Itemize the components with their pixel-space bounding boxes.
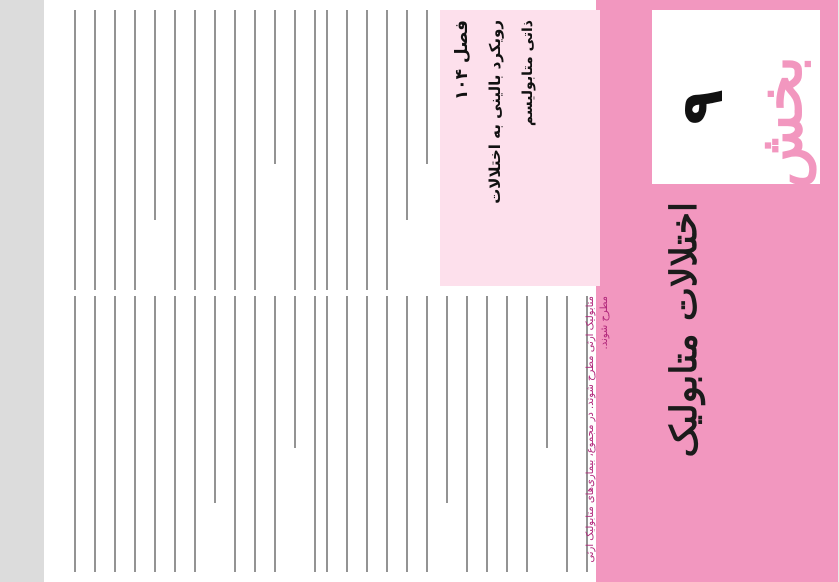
text-line <box>284 296 296 448</box>
text-line <box>144 296 156 572</box>
text-line <box>316 10 328 290</box>
paragraph-lines <box>316 10 428 290</box>
paragraph-lines <box>64 10 304 290</box>
text-line <box>316 296 328 572</box>
text-line <box>64 10 76 290</box>
text-column-middle-right <box>316 10 428 290</box>
text-line <box>204 296 216 503</box>
text-line <box>204 10 216 290</box>
text-line <box>476 296 488 572</box>
text-column-top-right <box>64 10 304 290</box>
text-line <box>184 296 196 572</box>
chapter-subtitle: رویکرد بالینی به اختلالات <box>486 20 504 204</box>
chapter-subtitle-second-line: ذاتی متابولیسم <box>520 20 536 127</box>
rotated-content <box>44 0 838 582</box>
paragraph-lines <box>316 296 576 572</box>
book-page <box>44 0 838 582</box>
highlighted-caption: متابولیک ارثی مطرح شوند. در مجموع، بیماری‌های متابولیک ارثی مطرح شوند. <box>585 296 610 563</box>
text-line <box>64 296 76 572</box>
text-line <box>184 10 196 290</box>
text-line <box>84 296 96 572</box>
text-line <box>284 10 296 290</box>
text-line <box>356 296 368 572</box>
text-line <box>124 10 136 290</box>
text-line <box>556 296 568 572</box>
text-line <box>144 10 156 220</box>
text-line <box>104 10 116 290</box>
section-word: بخش <box>746 56 816 188</box>
page-gutter <box>0 0 44 582</box>
chapter-title: اختلالات متابولیک <box>663 202 705 458</box>
text-line <box>376 10 388 290</box>
text-line <box>376 296 388 572</box>
chapter-label: فصل ۱۰۴ <box>452 20 472 101</box>
text-line <box>436 296 448 503</box>
text-line <box>416 296 428 572</box>
text-line <box>336 296 348 572</box>
text-line <box>396 296 408 572</box>
text-line <box>124 296 136 572</box>
text-line <box>516 296 528 572</box>
text-line <box>456 296 468 572</box>
text-line <box>244 10 256 290</box>
text-line <box>164 296 176 572</box>
text-line <box>416 10 428 164</box>
text-line <box>164 10 176 290</box>
text-line <box>336 10 348 290</box>
text-line <box>84 10 96 290</box>
text-line <box>264 10 276 164</box>
text-line <box>496 296 508 572</box>
text-line <box>104 296 116 572</box>
text-line <box>264 296 276 572</box>
text-line <box>304 10 316 290</box>
text-line <box>536 296 548 448</box>
section-number: ۹ <box>668 89 736 125</box>
chapter-heading-box <box>440 10 600 286</box>
text-line <box>224 10 236 290</box>
text-line <box>356 10 368 290</box>
text-line <box>396 10 408 220</box>
text-line <box>224 296 236 572</box>
text-line <box>304 296 316 572</box>
text-column-bottom-left <box>316 296 576 572</box>
paragraph-lines <box>64 296 304 572</box>
text-line <box>244 296 256 572</box>
text-column-top-left <box>64 296 304 572</box>
